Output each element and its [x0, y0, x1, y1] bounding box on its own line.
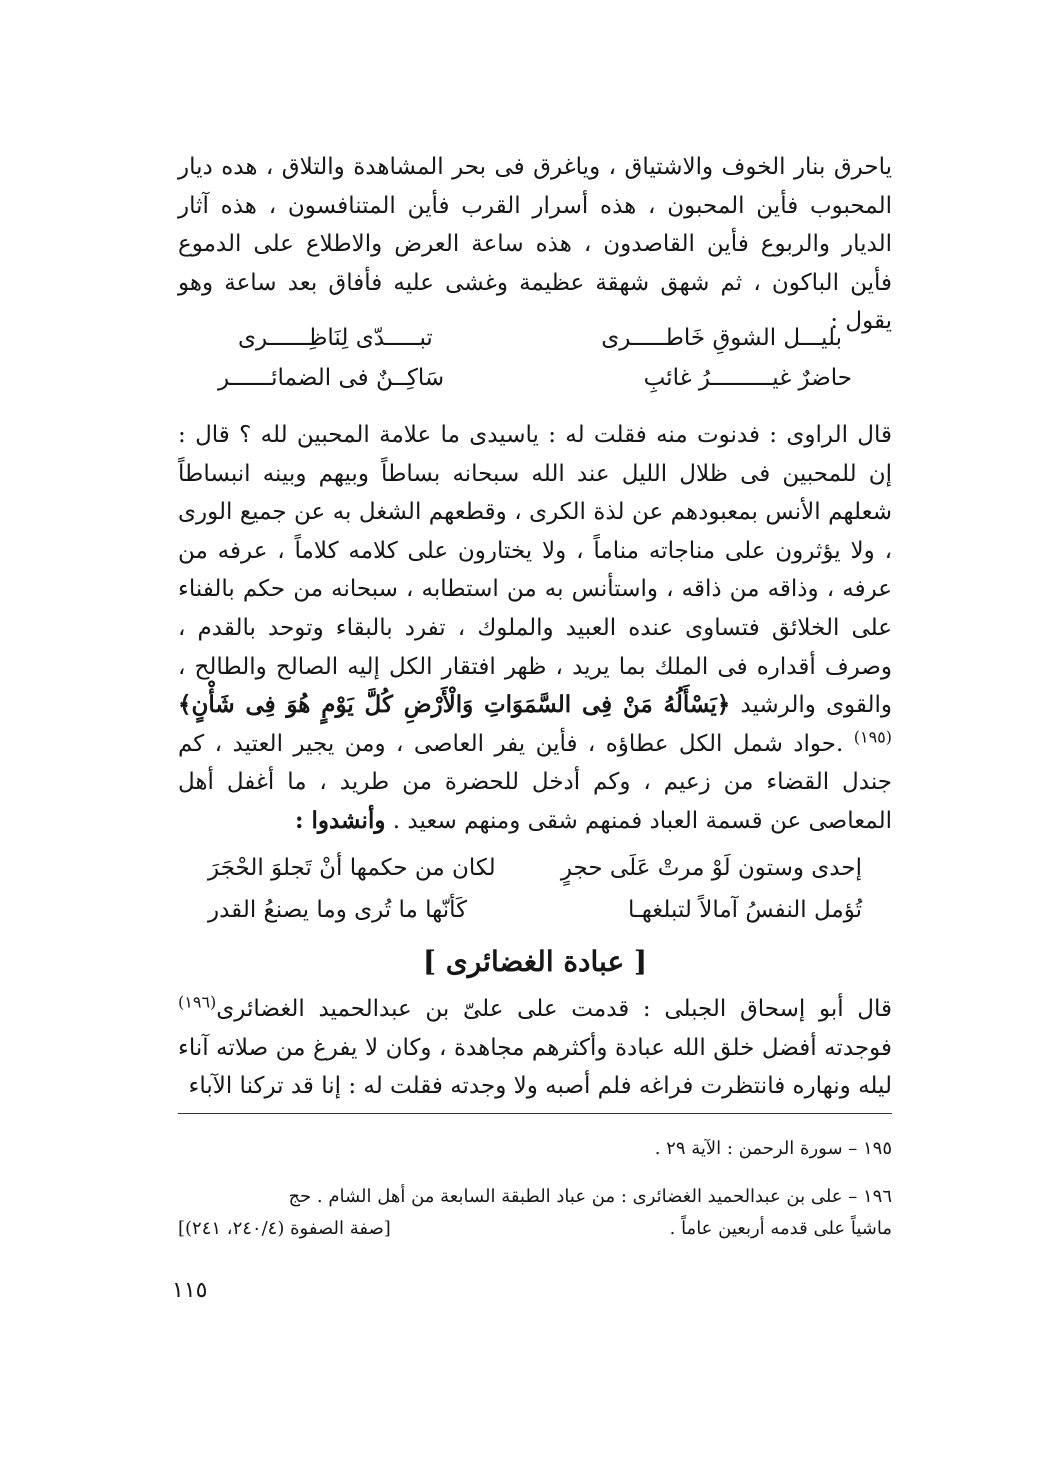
footnote-195 — [178, 1132, 892, 1166]
verse1-line2-second-hemistich: سَاكِــنٌ فى الضمائــــــر — [218, 365, 445, 391]
quran-verse: ﴿يَسْأَلُهُ مَنْ فِى السَّمَوَاتِ وَالْأَرْضِ كُلَّ يَوْمٍ هُوَ فِى شَأْنٍ﴾ — [178, 691, 731, 719]
verse1-line1-first-hemistich: بليـــل الشوقِ خَاطـــــرى — [601, 325, 842, 351]
verse2-line2-first-hemistich: تُؤمل النفسُ آمالاً لتبلغهـا — [627, 897, 862, 923]
paragraph-intro: ياحرق بنار الخوف والاشتياق ، وياغرق فى بحر المشاهدة والتلاق ، هده ديار المحبوب فأين المحبون ، هذه أسرار القرب فأين المتنافسون ، هذه آثار الديار والربوع فأين القاصدون ، هذه ساعة العرض والاطلاع على الدموع فأين الباكون ، ثم شهق شهقة عظيمة وغشى عليه فأفاق بعد ساعة وهو يقول : — [178, 154, 892, 335]
footnote-196-line1 — [178, 1180, 892, 1214]
footnote-195-text: ١٩٥ – سورة الرحمن : الآية ٢٩ . — [654, 1138, 892, 1159]
footnote-196-source: [صفة الصفوة (٢٤٠/٤، ٢٤١)] — [178, 1218, 391, 1239]
paragraph-rawi-continued: .حواد شمل الكل عطاؤه ، فأين يفر العاصى ، ومن يجير العتيد ، كم جندل القضاء من زعيم ، وكم أدخل للحضرة من طريد ، ما أغفل أهل المعاصى عن قسمة العباد فمنهم شقى ومنهم سعيد . — [178, 730, 892, 834]
verse1-line2 — [178, 358, 892, 398]
paragraph-ghadairi-continued: فوجدته أفضل خلق الله عبادة وأكثرهم مجاهدة ، وكان لا يفرغ من صلاته آناء ليله ونهاره فانتظرت فراغه فلم أصبه ولا وجدته فقلت له : إنا قد تركنا الآباء — [178, 1034, 892, 1100]
paragraph-ghadairi-text: قال أبو إسحاق الجبلى : قدمت على علىّ بن عبدالحميد الغضائرى — [216, 996, 892, 1022]
verse2-line1-second-hemistich: لكان من حكمها أنْ تَجلوَ الحْجَرَ — [208, 855, 496, 881]
verse2-line2 — [178, 890, 892, 930]
footnote-ref-195: (١٩٥) — [853, 727, 892, 747]
verse1-line1-second-hemistich: تبـــــدّى لِنَاظِــــــرى — [238, 325, 433, 351]
footnote-196-text-line1: ١٩٦ – على بن عبدالحميد الغضائرى : من عباد الطبقة السابعة من أهل الشام . حج — [288, 1186, 892, 1207]
verse2-line2-second-hemistich: كَأنّها ما تُرى وما يصنعُ القدر — [208, 897, 468, 923]
footnote-196-text-line2: ماشياً على قدمه أربعين عاماً . — [669, 1218, 892, 1239]
verse1-line1 — [178, 318, 892, 358]
footnote-196-line2 — [178, 1212, 892, 1246]
paragraph-rawi — [178, 416, 892, 841]
section-heading: [ عبادة الغضائرى ] — [422, 945, 648, 978]
verse2-line1-first-hemistich: إحدى وستون لَوْ مرتْ عَلَى حجرٍ — [560, 855, 862, 881]
paragraph-ghadairi — [178, 990, 892, 1106]
anshadu-label: وأنشدوا : — [294, 806, 386, 834]
footnote-ref-196: (١٩٦) — [178, 992, 217, 1012]
footnote-separator — [178, 1113, 892, 1114]
page-number: ١١٥ — [172, 1278, 208, 1303]
paragraph-rawi-text: قال الراوى : فدنوت منه فقلت له : ياسيدى ما علامة المحبين لله ؟ قال : إن للمحبين فى ظلال الليل عند الله سبحانه بساطاً وبيهم وبينه انبساطاً شعلهم الأنس بمعبودهم عن لذة الكرى ، وقطعهم الشغل به عن جميع الورى ، ولا يؤثرون على مناجاته مناماً ، ولا يختارون على كلامه كلاماً ، عرفه من عرفه ، وذاقه من ذاقه ، واستأنس به من استطابه ، سبحانه من حكم بالفناء على الخلائق فتساوى عنده العبيد والملوك ، تفرد بالبقاء وتوحد بالقدم ، وصرف أقداره فى الملك بما يريد ، ظهر افتقار الكل إليه الصالح والطالح ، والقوى والرشيد — [178, 422, 892, 719]
verse1-line2-first-hemistich: حاضرٌ غيـــــــــرُ غائبِ — [643, 365, 852, 391]
verse2-line1 — [178, 848, 892, 888]
